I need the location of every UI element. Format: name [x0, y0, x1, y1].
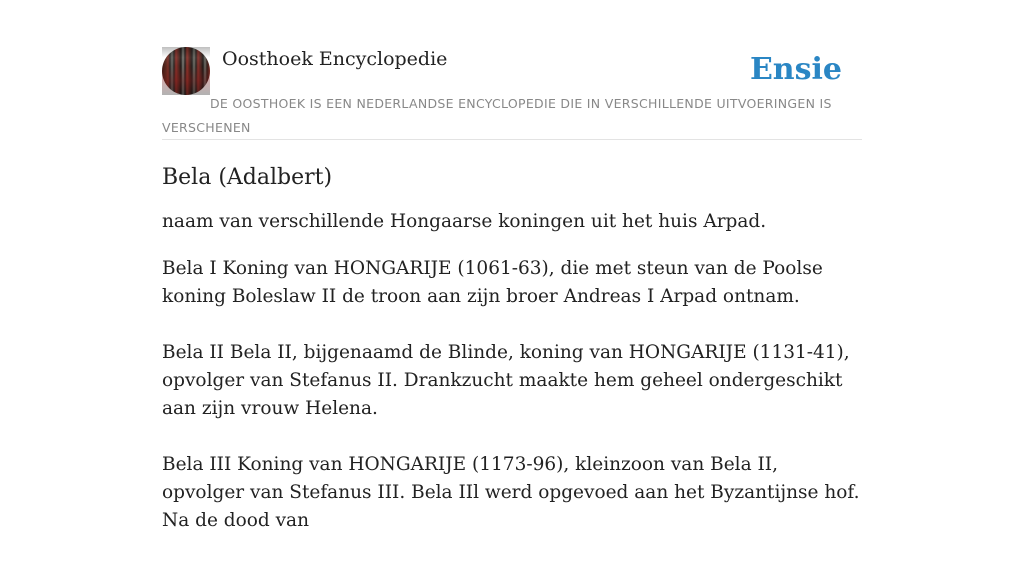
ensie-logo[interactable]: Ensie	[749, 52, 842, 87]
article-paragraph-bela-ii: Bela II Bela II, bijgenaamd de Blinde, koning van HONGARIJE (1131-41), opvolger van Stefanus II. Drankzucht maakte hem geheel ondergeschikt aan zijn vrouw Helena.	[162, 342, 850, 419]
encyclopedia-books-icon[interactable]	[162, 47, 210, 95]
article-paragraph-bela-i: Bela I Koning van HONGARIJE (1061-63), die met steun van de Poolse koning Boleslaw II de troon aan zijn broer Andreas I Arpad ontnam.	[162, 258, 823, 307]
article-title: Bela (Adalbert)	[162, 165, 333, 190]
site-header	[162, 47, 862, 140]
article	[162, 160, 862, 563]
article-intro: naam van verschillende Hongaarse koningen uit het huis Arpad.	[162, 211, 767, 232]
site-name-link[interactable]: Oosthoek Encyclopedie	[222, 48, 448, 70]
article-paragraph-bela-iii: Bela III Koning van HONGARIJE (1173-96), kleinzoon van Bela II, opvolger van Stefanus III. Bela IIl werd opgevoed aan het Byzantijnse hof. Na de dood van	[162, 454, 860, 531]
site-tagline: DE OOSTHOEK IS EEN NEDERLANDSE ENCYCLOPEDIE DIE IN VERSCHILLENDE UITVOERINGEN IS VERSCHENEN	[162, 96, 832, 135]
